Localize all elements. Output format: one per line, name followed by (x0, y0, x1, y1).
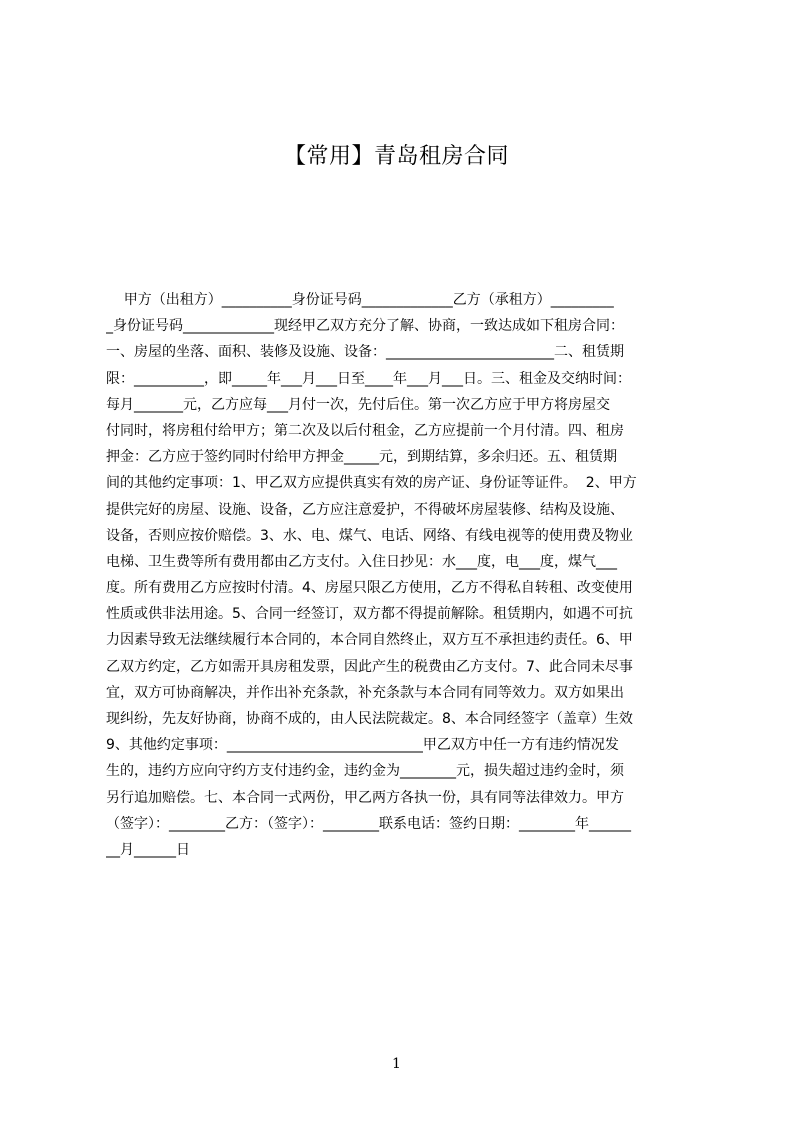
contract-line: 乙双方约定，乙方如需开具房租发票，因此产生的税费由乙方支付。7、此合同未尽事 (106, 658, 633, 675)
contract-line: 一、房屋的坐落、面积、装修及设施、设备：________________________二、租赁期 (106, 344, 624, 361)
contract-body (106, 287, 700, 863)
contract-line: 宜，双方可协商解决，并作出补充条款，补充条款与本合同有同等效力。双方如果出 (106, 684, 624, 701)
contract-line: 电梯、卫生费等所有费用都由乙方支付。入住日抄见：水___度，电___度，煤气___ (106, 553, 617, 570)
contract-line: 生的，违约方应向守约方支付违约金，违约金为________元，损失超过违约金时，须 (106, 763, 624, 780)
contract-line: 度。所有费用乙方应按时付清。4、房屋只限乙方使用，乙方不得私自转租、改变使用 (106, 580, 633, 597)
contract-line: 另行追加赔偿。七、本合同一式两份，甲乙两方各执一份，具有同等法律效力。甲方 (106, 789, 624, 806)
page-number: 1 (392, 1056, 401, 1072)
contract-line: _身份证号码_____________现经甲乙双方充分了解、协商，一致达成如下租房合同： (106, 318, 624, 335)
contract-line: 间的其他约定事项：1、甲乙双方应提供真实有效的房产证、身份证等证件。 2、甲方 (106, 475, 637, 492)
contract-line: 现纠纷，先友好协商，协商不成的，由人民法院裁定。8、本合同经签字（盖章）生效 (106, 711, 633, 727)
contract-line: __月______日 (106, 841, 190, 858)
contract-line: 甲方（出租方）__________身份证号码_____________乙方（承租方）_________ (106, 292, 614, 308)
contract-line: 限：__________，即_____年___月___日至____年___月___日。三、租金及交纳时间： (106, 370, 631, 387)
contract-line: 每月_______元，乙方应每___月付一次，先付后住。第一次乙方应于甲方将房屋交 (106, 396, 610, 413)
contract-line: 力因素导致无法继续履行本合同的，本合同自然终止，双方互不承担违约责任。6、甲 (106, 632, 633, 649)
contract-line: 提供完好的房屋、设施、设备，乙方应注意爱护，不得破坏房屋装修、结构及设施、 (106, 501, 624, 518)
contract-line: 付同时，将房租付给甲方；第二次及以后付租金，乙方应提前一个月付清。四、租房 (106, 422, 624, 439)
contract-line: 押金：乙方应于签约同时付给甲方押金_____元，到期结算，多余归还。五、租赁期 (106, 449, 617, 466)
contract-line: 设备，否则应按价赔偿。3、水、电、煤气、电话、网络、有线电视等的使用费及物业 (106, 527, 633, 544)
contract-line: （签字）：________乙方：（签字）：________联系电话：签约日期：________年______ (106, 815, 631, 832)
contract-line: 性质或供非法用途。5、合同一经签订，双方都不得提前解除。租赁期内，如遇不可抗 (106, 606, 633, 623)
contract-line: 9、其他约定事项：____________________________甲乙双方中任一方有违约情况发 (106, 737, 619, 754)
document-title: 【常用】青岛租房合同 (283, 144, 509, 169)
